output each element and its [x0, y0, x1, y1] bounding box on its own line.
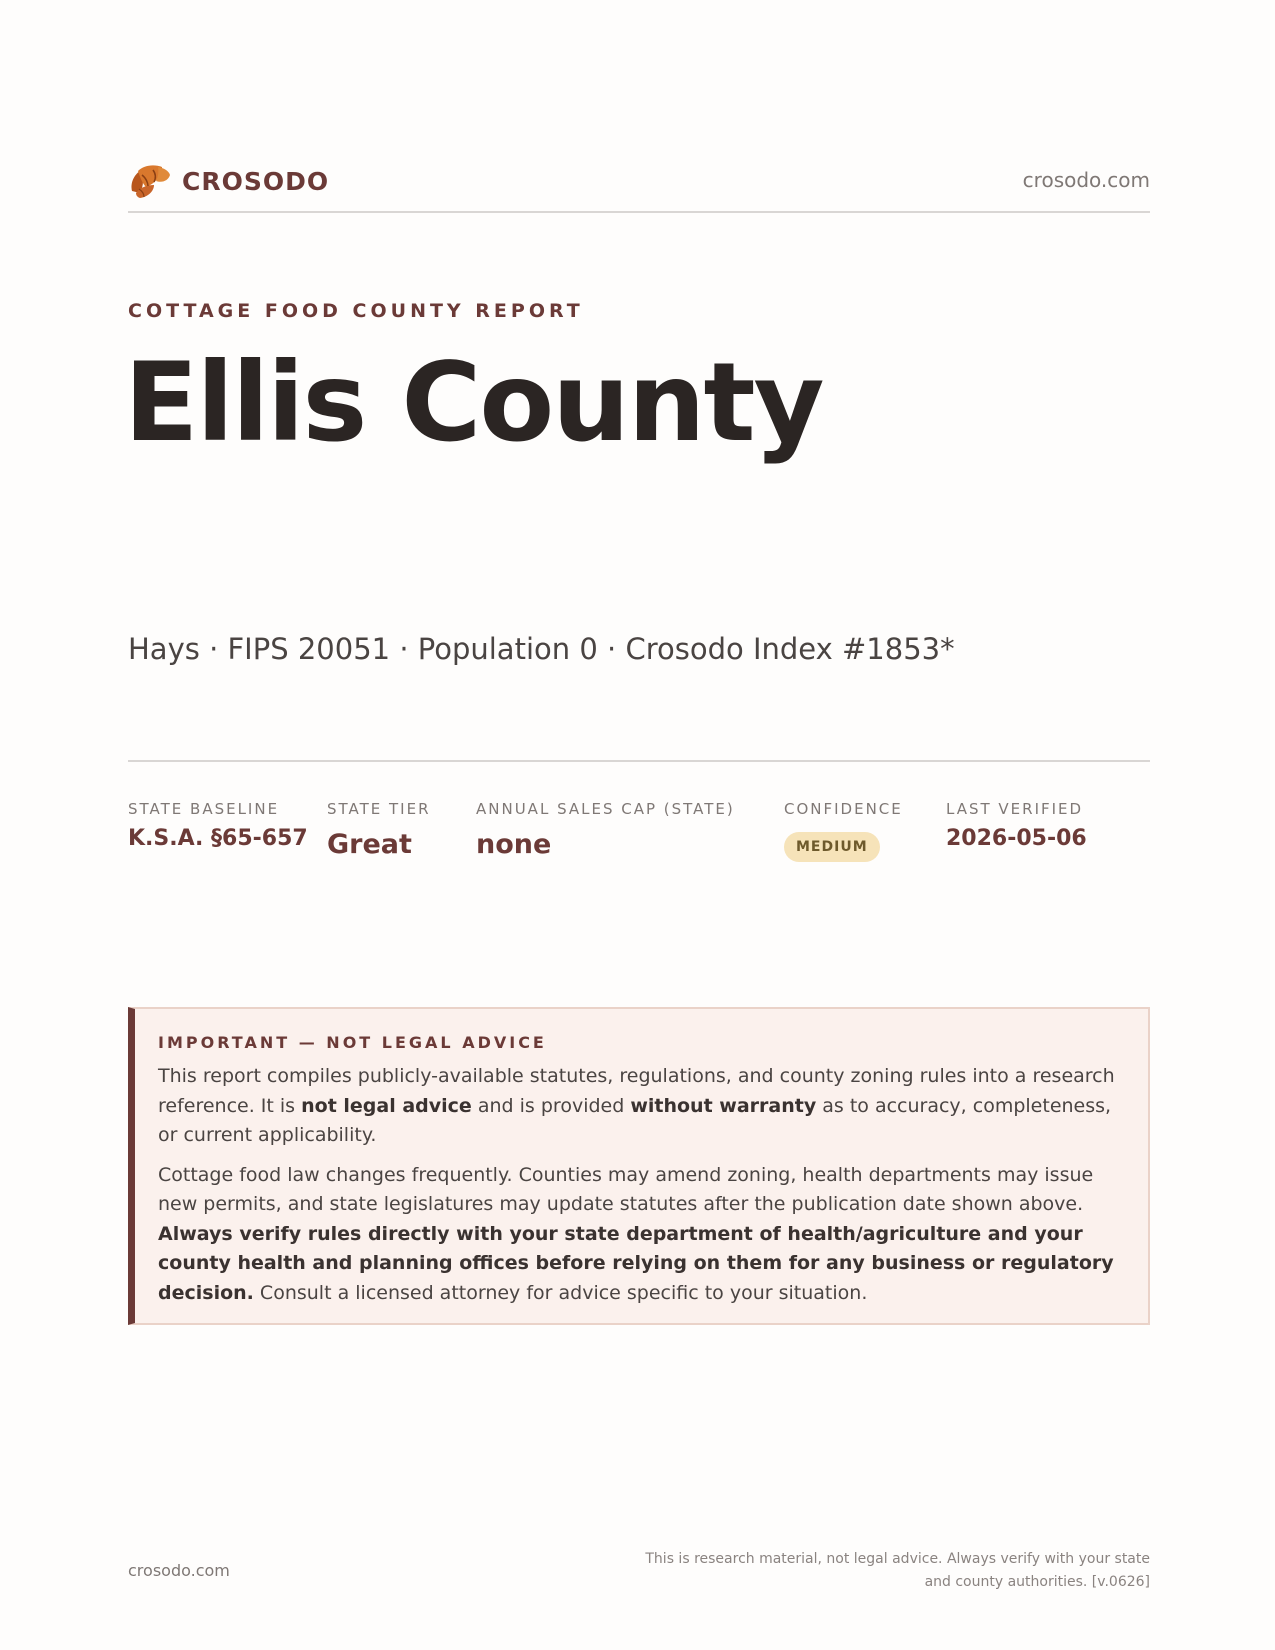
croissant-icon	[128, 161, 172, 201]
legal-notice	[128, 1007, 1150, 1325]
report-page	[124, 0, 1150, 1650]
report-subtitle: Hays · FIPS 20051 · Population 0 · Crosodo Index #1853*	[128, 632, 955, 666]
page-title: Ellis County	[124, 339, 823, 466]
footer-site-url[interactable]: crosodo.com	[128, 1561, 230, 1580]
confidence-badge: MEDIUM	[784, 832, 880, 862]
brand-name: CROSODO	[182, 166, 330, 196]
meta-value: Great	[327, 829, 412, 860]
notice-paragraph-1: This report compiles publicly-available statutes, regulations, and county zoning rules into a research reference. It is not legal advice and is provided without warranty as to accuracy, completeness, or current applicability.	[158, 1065, 1115, 1146]
footer-disclaimer: This is research material, not legal advice. Always verify with your state and county authorities. [v.0626]	[645, 1551, 1150, 1590]
notice-paragraph-2: Cottage food law changes frequently. Counties may amend zoning, health departments may issue new permits, and state legislatures may update statutes after the publication date shown above. Always verify rules directly with your state department of health/agriculture and your county health and planning offices before relying on them for any business or regulatory decision. Consult a licensed attorney for advice specific to your situation.	[158, 1163, 1114, 1304]
meta-sales-cap	[476, 800, 735, 860]
meta-label: ANNUAL SALES CAP (STATE)	[476, 800, 735, 818]
meta-value: none	[476, 829, 552, 860]
site-url-link[interactable]: crosodo.com	[1022, 168, 1150, 192]
meta-label: STATE TIER	[327, 800, 431, 818]
meta-value: K.S.A. §65-657	[128, 826, 308, 851]
meta-confidence	[784, 800, 903, 862]
page-header	[128, 155, 1150, 213]
section-divider	[128, 760, 1150, 762]
meta-state-tier	[327, 800, 431, 860]
meta-state-baseline	[128, 800, 308, 851]
meta-label: STATE BASELINE	[128, 800, 280, 818]
notice-heading: IMPORTANT — NOT LEGAL ADVICE	[158, 1033, 547, 1052]
meta-last-verified	[946, 800, 1087, 851]
meta-value: 2026-05-06	[946, 826, 1087, 851]
meta-label: CONFIDENCE	[784, 800, 903, 818]
meta-label: LAST VERIFIED	[946, 800, 1084, 818]
brand[interactable]	[128, 161, 329, 201]
report-eyebrow: COTTAGE FOOD COUNTY REPORT	[128, 300, 584, 322]
